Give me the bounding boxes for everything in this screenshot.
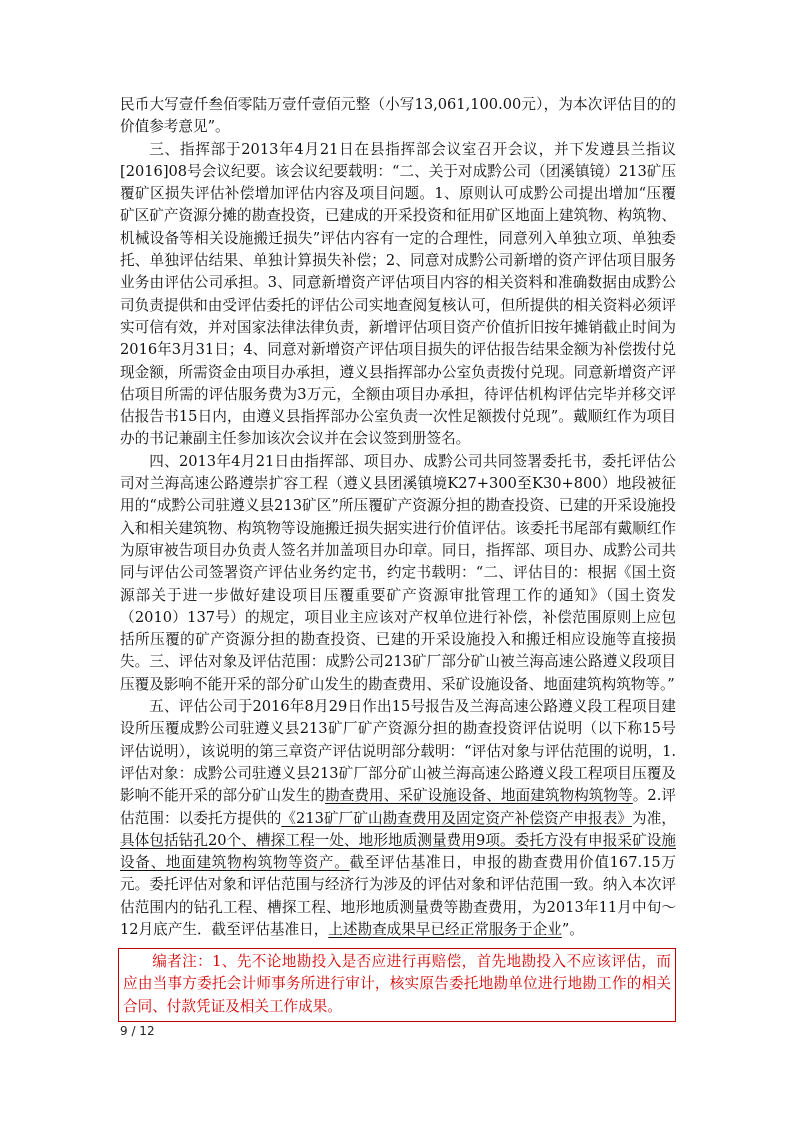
paragraph-5 bbox=[120, 696, 676, 941]
paragraph-3: 三、指挥部于2013年4月21日在县指挥部会议室召开会议，并下发遵县兰指议[2016]08号会议纪要。该会议纪要载明：“二、关于对成黔公司（团溪镇镜）213矿压覆矿区损失评估补偿增加评估内容及项目问题。1、原则认可成黔公司提出增加“压覆矿区矿产资源分摊的勘查投资，已建成的开采投资和征用矿区地面上建筑物、构筑物、机械设备等相关设施搬迁损失”评估内容有一定的合理性，同意列入单独立项、单独委托、单独评估结果、单独计算损失补偿；2、同意对成黔公司新增的资产评估项目服务业务由评估公司承担。3、同意新增资产评估项目内容的相关资料和准确数据由成黔公司负责提供和由受评估委托的评估公司实地查阅复核认可，但所提供的相关资料必须评实可信有效，并对国家法律法律负责，新增评估项目资产价值折旧按年摊销截止时间为2016年3月31日；4、同意对新增资产评估项目损失的评估报告结果金额为补偿拨付兑现金额，所需资金由项目办承担，遵义县指挥部办公室负责拨付兑现。同意新增资产评估项目所需的评估服务费为3万元，全额由项目办承担，待评估机构评估完毕并移交评估报告书15日内，由遵义县指挥部办公室负责一次性足额拨付兑现”。戴顺红作为项目办的书记兼副主任参加该次会议并在会议签到册签名。 bbox=[120, 140, 676, 448]
paragraph-5-part-e: ”。 bbox=[561, 920, 584, 938]
page-number: 9 / 12 bbox=[120, 1024, 155, 1038]
editor-note-box bbox=[118, 948, 676, 1022]
paragraph-4: 四、2013年4月21日由指挥部、项目办、成黔公司共同签署委托书，委托评估公司对兰海高速公路遵崇扩容工程（遵义县团溪镇境K27+300至K30+800）地段被征用的“成黔公司驻遵义县213矿区”所压覆矿产资源分担的勘查投资、已建的开采设施投入和相关建筑物、构筑物等设施搬迁损失据实进行价值评估。该委托书尾部有戴顺红作为原审被告项目办负责人签名并加盖项目办印章。同日，指挥部、项目办、成黔公司共同与评估公司签署资产评估业务约定书，约定书载明：“二、评估目的：根据《国土资源部关于进一步做好建设项目压覆重要矿产资源审批管理工作的通知》（国土资发（2010）137号）的规定，项目业主应该对产权单位进行补偿，补偿范围原则上应包括所压覆的矿产资源分担的勘查投资、已建的开采设施投入和搬迁相应设施等直接损失。三、评估对象及评估范围：成黔公司213矿厂部分矿山被兰海高速公路遵义段项目压覆及影响不能开采的部分矿山发生的勘查费用、采矿设施设备、地面建筑构筑物等。” bbox=[120, 452, 676, 693]
paragraph-5-part-d: 截至评估基准日，申报的勘查费用价值167.15万元。委托评估对象和评估范围与经济行为涉及的评估对象和评估范围一致。纳入本次评估范围内的钻孔工程、槽探工程、地形地质测量费等勘查费用，为2013年11月中旬～12月底产生．截至评估基准日， bbox=[120, 854, 676, 938]
underlined-text-2: 《213矿厂矿山勘查费用及固定资产补偿资产申报表》 bbox=[281, 809, 633, 827]
paragraph-intro: 民币大写壹仟叁佰零陆万壹仟壹佰元整（小写13,061,100.00元），为本次评估目的的价值参考意见”。 bbox=[120, 96, 676, 136]
underlined-text-4: 上述勘查成果早已经正常服务于企业 bbox=[328, 920, 562, 938]
underlined-text-1: 勘查费用、采矿设施设备、地面建筑物构筑物等 bbox=[325, 787, 633, 805]
paragraph-5-part-c: 为准， bbox=[632, 809, 676, 827]
paragraph-5-part-b: 。2.评估范围：以委托方提供的 bbox=[120, 787, 676, 827]
document-body bbox=[120, 94, 676, 941]
underlined-text-3: 具体包括钻孔20个、槽探工程一处、地形地质测量费用9项。委托方没有申报采矿设施设备、地面建筑物构筑物等资产。 bbox=[120, 831, 676, 872]
editor-note-text: 编者注：1、先不论地勘投入是否应进行再赔偿，首先地勘投入不应该评估，而应由当事方委托会计师事务所进行审计，核实原告委托地勘单位进行地勘工作的相关合同、付款凭证及相关工作成果。 bbox=[123, 953, 671, 1015]
paragraph-5-part-a: 五、评估公司于2016年8月29日作出15号报告及兰海高速公路遵义段工程项目建设所压覆成黔公司驻遵义县213矿厂矿产资源分担的勘查投资评估说明（以下称15号评估说明），该说明的第三章资产评估说明部分载明：“评估对象与评估范围的说明，1.评估对象：成黔公司驻遵义县213矿厂部分矿山被兰海高速公路遵义段工程项目压覆及影响不能开采的部分矿山发生的 bbox=[120, 698, 676, 805]
